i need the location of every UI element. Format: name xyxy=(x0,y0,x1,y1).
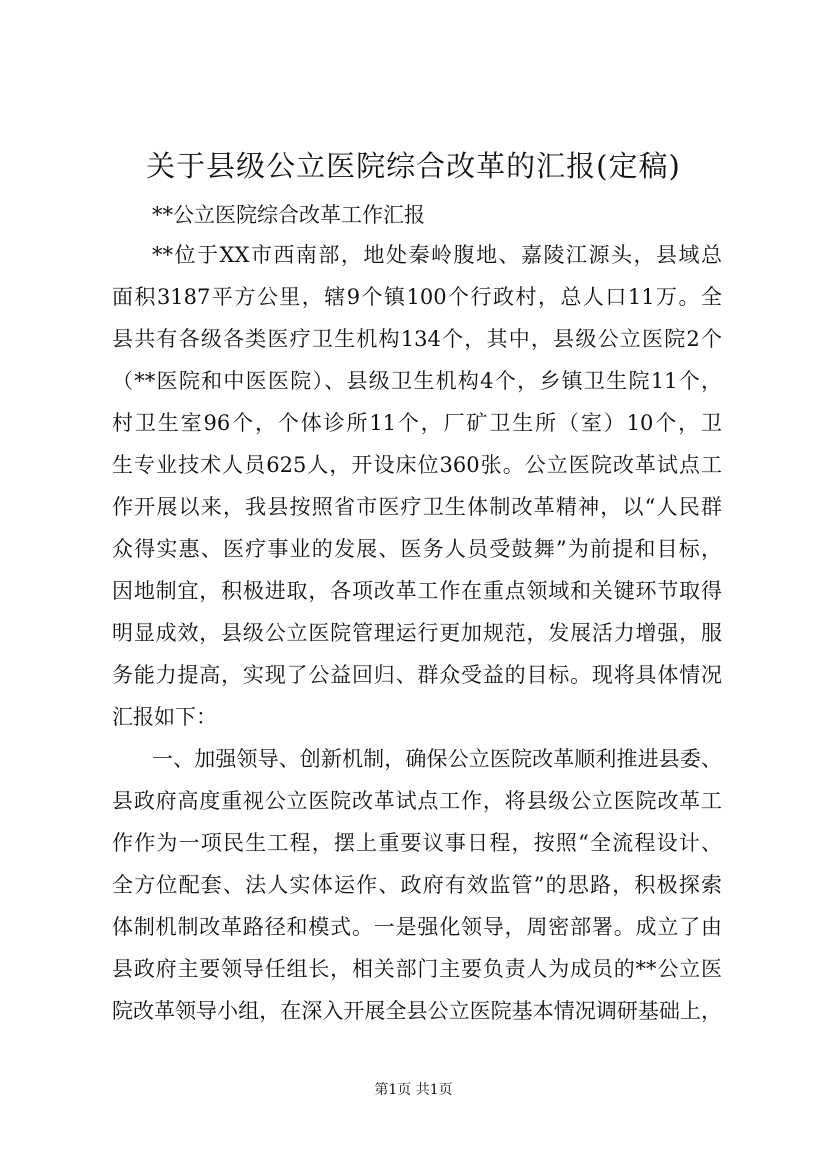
paragraph-line: 生专业技术人员625人，开设床位360张。公立医院改革试点工 xyxy=(112,453,722,477)
page-footer: 第1页 共1页 xyxy=(374,1082,453,1098)
document-subtitle: **公立医院综合改革工作汇报 xyxy=(152,203,425,227)
paragraph-line: 村卫生室96个，个体诊所11个，厂矿卫生所（室）10个，卫 xyxy=(112,411,722,435)
paragraph-line: 全方位配套、法人实体运作、政府有效监管”的思路，积极探索 xyxy=(112,873,722,897)
paragraph-line: 院改革领导小组，在深入开展全县公立医院基本情况调研基础上， xyxy=(112,999,722,1023)
paragraph-line: 作开展以来，我县按照省市医疗卫生体制改革精神，以“人民群 xyxy=(112,495,722,519)
paragraph-line: 体制机制改革路径和模式。一是强化领导，周密部署。成立了由 xyxy=(112,915,722,939)
paragraph-line: 一、加强领导、创新机制，确保公立医院改革顺利推进县委、 xyxy=(152,747,722,771)
paragraph-line: 因地制宜，积极进取，各项改革工作在重点领域和关键环节取得 xyxy=(112,579,722,603)
paragraph-line: 汇报如下： xyxy=(112,705,217,729)
paragraph-line: **位于XX市西南部，地处秦岭腹地、嘉陵江源头，县域总 xyxy=(152,243,722,267)
paragraph-line: 务能力提高，实现了公益回归、群众受益的目标。现将具体情况 xyxy=(112,663,722,687)
paragraph-line: 作作为一项民生工程，摆上重要议事日程，按照“全流程设计、 xyxy=(112,831,722,855)
paragraph-line: 县政府主要领导任组长，相关部门主要负责人为成员的**公立医 xyxy=(112,957,722,981)
paragraph-line: （**医院和中医医院）、县级卫生机构4个，乡镇卫生院11个， xyxy=(112,369,722,393)
paragraph-line: 面积3187平方公里，辖9个镇100个行政村，总人口11万。全 xyxy=(112,285,722,309)
document-title: 关于县级公立医院综合改革的汇报(定稿) xyxy=(146,149,681,183)
paragraph-line: 明显成效，县级公立医院管理运行更加规范，发展活力增强，服 xyxy=(112,621,722,645)
paragraph-line: 众得实惠、医疗事业的发展、医务人员受鼓舞”为前提和目标， xyxy=(112,537,722,561)
paragraph-line: 县政府高度重视公立医院改革试点工作，将县级公立医院改革工 xyxy=(112,789,722,813)
paragraph-line: 县共有各级各类医疗卫生机构134个，其中，县级公立医院2个 xyxy=(112,327,722,351)
